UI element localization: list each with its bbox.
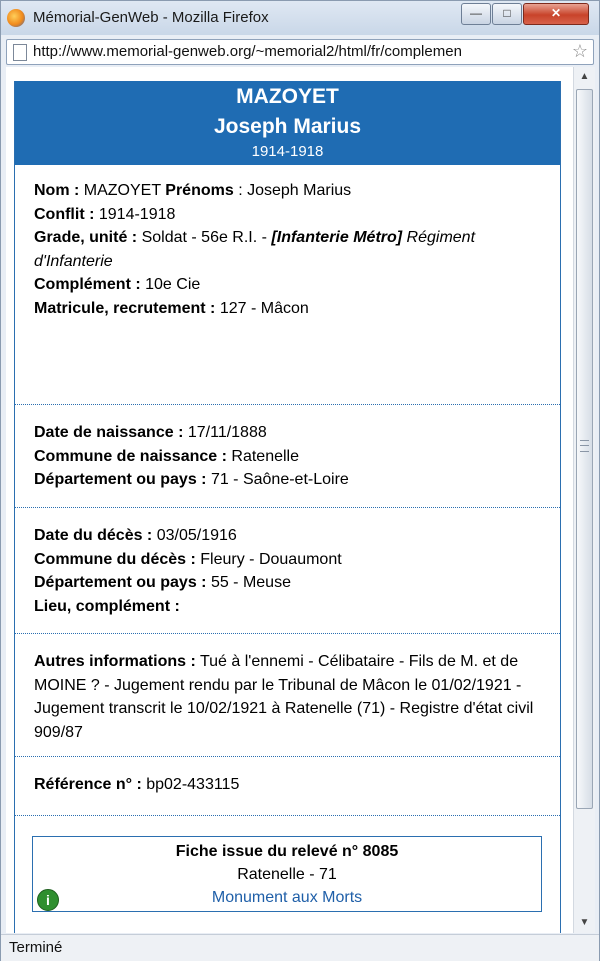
address-bar[interactable] [6,39,594,65]
page-viewport [6,67,573,933]
record-card [14,81,561,933]
firefox-logo-icon [7,9,25,27]
conflit-label: Conflit : [34,205,95,223]
status-text: Terminé [9,939,63,956]
grade-unit-rest: Régiment d'Infanterie [34,229,476,270]
grade-value: Soldat - 56e R.I. - [141,229,267,246]
soldier-first-names: Joseph Marius [213,115,362,138]
reference-section [34,773,549,797]
prenoms-value: : Joseph Marius [238,182,352,199]
title-bar [1,1,599,35]
birth-date-label: Date de naissance : [34,424,184,441]
fiche-place: Ratenelle - 71 [237,866,337,883]
birth-dept-line [34,468,549,492]
url-text[interactable]: http://www.memorial-genweb.org/~memorial2/html/fr/complemen [33,43,462,60]
scroll-thumb[interactable] [576,89,593,809]
matricule-value: 127 - Mâcon [219,299,309,317]
autres-section [34,650,549,744]
scroll-grip-icon [580,440,589,452]
matricule-label: Matricule, recrutement : [34,299,216,317]
birth-commune-value: Ratenelle [231,447,300,465]
death-commune-line [34,548,549,572]
vertical-scrollbar[interactable] [573,67,595,933]
birth-section [34,421,549,492]
death-dept-label: Département ou pays : [34,574,207,591]
bookmark-star-icon[interactable]: ☆ [571,41,588,61]
reference-label: Référence n° : [34,776,142,793]
close-button[interactable]: ✕ [523,3,589,25]
scroll-up-arrow-icon[interactable]: ▲ [579,71,590,82]
death-dept-value: 55 - Meuse [210,574,291,591]
section-divider [15,756,560,757]
death-dept-line [34,571,549,595]
fiche-box [32,836,542,912]
reference-value: bp02-433115 [146,776,240,793]
birth-dept-value: 71 - Saône-et-Loire [210,471,349,488]
scroll-down-arrow-icon[interactable]: ▼ [579,917,590,928]
death-lieu-label: Lieu, complément : [34,597,180,615]
maximize-button[interactable]: □ [492,3,522,25]
birth-date-line [34,421,549,445]
nom-line [34,179,549,203]
complement-line [34,273,549,297]
autres-label: Autres informations : [34,653,196,670]
death-section [34,524,549,618]
birth-date-value: 17/11/1888 [187,424,267,441]
window-title: Mémorial-GenWeb - Mozilla Firefox [33,9,269,26]
complement-label: Complément : [34,276,141,293]
conflit-value: 1914-1918 [98,205,176,223]
record-header [15,81,560,165]
identity-section [34,179,549,320]
fiche-title: Fiche issue du relevé n° 8085 [175,843,399,860]
soldier-last-name: MAZOYET [236,85,339,108]
section-divider [15,507,560,508]
death-commune-label: Commune du décès : [34,550,196,568]
section-divider [15,633,560,634]
death-lieu-line [34,595,549,619]
section-divider [15,815,560,816]
monument-link[interactable]: Monument aux Morts [211,889,363,906]
grade-line [34,226,549,273]
grade-unit-bold: [Infanterie Métro] [271,229,403,246]
death-date-value: 03/05/1916 [156,527,237,544]
minimize-button[interactable]: — [461,3,491,25]
grade-label: Grade, unité : [34,229,138,246]
info-icon[interactable]: i [37,889,59,911]
birth-commune-label: Commune de naissance : [34,447,227,465]
autres-value: Tué à l'ennemi - Célibataire - Fils de M. et de MOINE ? - Jugement rendu par le Tribunal de Mâcon le 01/02/1921 - Jugement transcrit le 10/02/1921 à Ratenelle (71) - Registre d'état civil 909/87 [34,653,534,741]
conflit-line [34,203,549,227]
section-divider [15,404,560,405]
death-commune-value: Fleury - Douaumont [200,550,342,568]
conflict-years: 1914-1918 [251,143,324,160]
birth-dept-label: Département ou pays : [34,471,207,488]
nom-label: Nom : [34,182,80,199]
death-date-line [34,524,549,548]
complement-value: 10e Cie [145,276,201,293]
death-date-label: Date du décès : [34,527,153,544]
nom-value: MAZOYET [83,182,161,199]
page-icon [13,44,27,61]
prenoms-label: Prénoms [165,182,234,199]
matricule-line [34,297,549,321]
birth-commune-line [34,445,549,469]
status-bar [1,934,599,961]
